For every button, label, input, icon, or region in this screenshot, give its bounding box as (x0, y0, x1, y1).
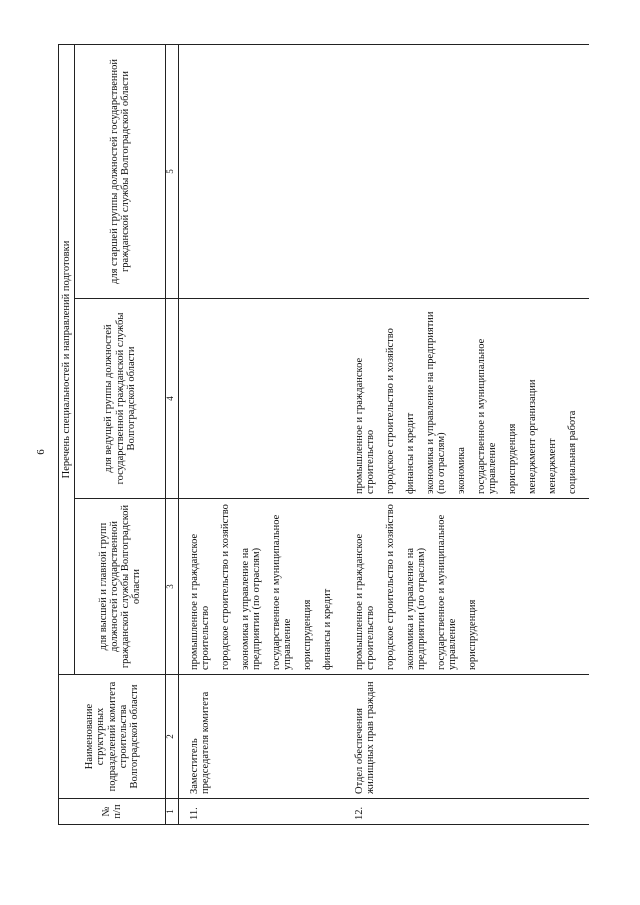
specialty-item: менеджмент (547, 438, 559, 494)
row-leading-specialties (179, 299, 345, 499)
row-number: 12. (344, 799, 589, 825)
page-number: 6 (34, 449, 47, 455)
specialty-item: социальная работа (567, 410, 579, 494)
row-senior-specialties (179, 44, 345, 298)
row-higher-specialties (179, 499, 345, 675)
col-number: 2 (166, 675, 179, 799)
row-subdivision: Заместитель председателя комитета (179, 675, 345, 799)
specialty-item: городское строительство и хозяйство (385, 328, 397, 494)
header-specialties-list: Перечень специальностей и направлений подготовки (59, 44, 75, 674)
specialty-item: юриспруденция (467, 599, 479, 670)
specialty-item: городское строительство и хозяйство (385, 504, 397, 670)
row-leading-specialties (344, 299, 589, 499)
header-senior-group: для старшей группы должностей государственной гражданской службы Волгоградской области (75, 44, 166, 298)
specialties-table (58, 44, 589, 825)
specialty-item: юриспруденция (302, 599, 314, 670)
specialty-item: экономика и управление на предприятии (по отраслям) (425, 311, 448, 494)
specialty-item: государственное и муниципальное управление (436, 514, 459, 670)
specialty-item: государственное и муниципальное управление (271, 514, 294, 670)
col-number: 4 (166, 299, 179, 499)
col-number: 5 (166, 44, 179, 298)
header-higher-group: для высшей и главной групп должностей государственной гражданской службы Волгоградской области (75, 499, 166, 675)
specialty-item: промышленное и гражданское строительство (354, 357, 377, 494)
specialty-item: экономика и управление на предприятии (по отраслям) (405, 547, 428, 670)
specialty-item: юриспруденция (507, 423, 519, 494)
specialty-item: промышленное и гражданское строительство (354, 533, 377, 670)
specialty-item: промышленное и гражданское строительство (189, 533, 212, 670)
header-leading-group: для ведущей группы должностей государственной гражданской службы Волгоградской области (75, 299, 166, 499)
specialty-item: финансы и кредит (322, 588, 334, 670)
table-row (344, 44, 589, 824)
row-senior-specialties (344, 44, 589, 298)
row-number: 11. (179, 799, 345, 825)
specialty-item: экономика (456, 447, 468, 494)
row-higher-specialties (344, 499, 589, 675)
specialty-item: финансы и кредит (405, 412, 417, 494)
col-number: 3 (166, 499, 179, 675)
specialty-item: экономика и управление на предприятии (по отраслям) (240, 547, 263, 670)
header-number: № п/п (59, 799, 166, 825)
row-subdivision: Отдел обеспечения жилищных прав граждан (344, 675, 589, 799)
specialty-item: городское строительство и хозяйство (220, 504, 232, 670)
rotated-page (58, 45, 579, 825)
table-row (179, 44, 345, 824)
header-subdivision: Наименование структурных подразделений комитета строительства Волгоградской области (59, 675, 166, 799)
col-number: 1 (166, 799, 179, 825)
specialty-item: государственное и муниципальное управление (476, 338, 499, 494)
specialty-item: менеджмент организации (527, 379, 539, 494)
